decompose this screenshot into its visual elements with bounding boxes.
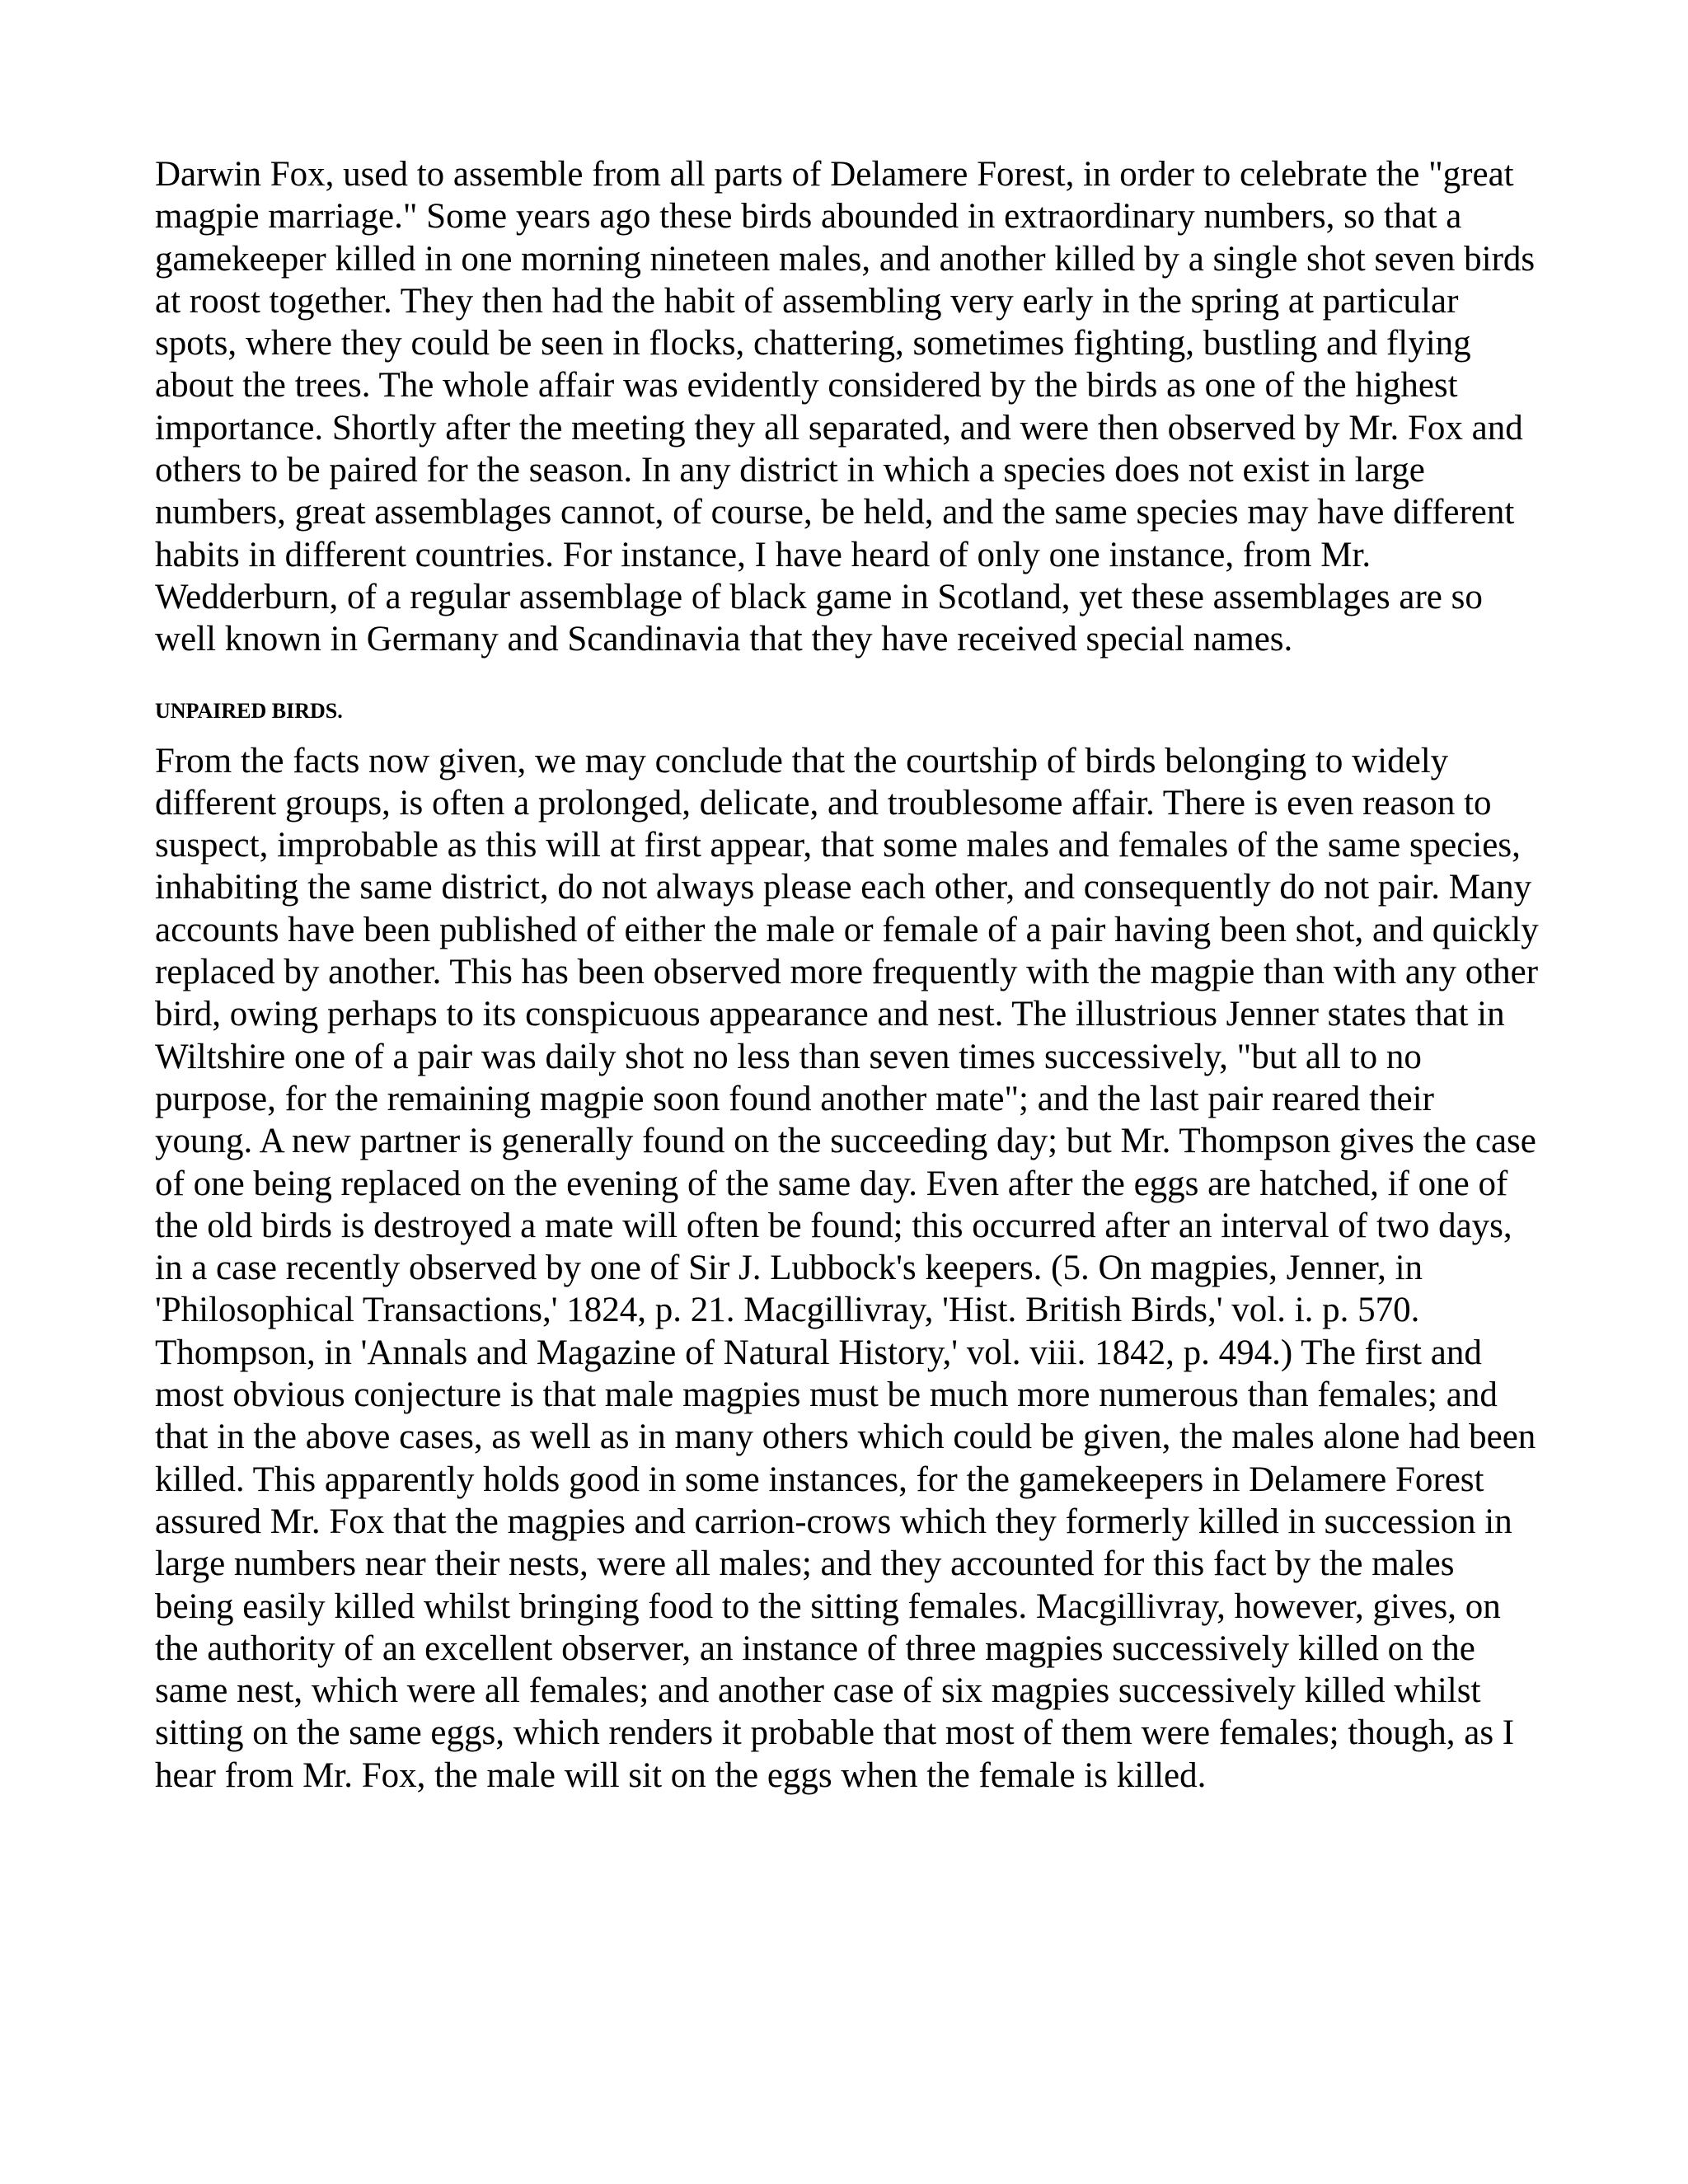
body-paragraph-2: From the facts now given, we may conclude that the courtship of birds belonging to widely different groups, is often a prolonged, delicate, and troublesome affair. There is even reason to suspect, improbable as this will at first appear, that some males and females of the same species, inhabiting the same district, do not always please each other, and consequently do not pair. Many accounts have been published of either the male or female of a pair having been shot, and quickly replaced by another. This has been observed more frequently with the magpie than with any other bird, owing perhaps to its conspicuous appearance and nest. The illustrious Jenner states that in Wiltshire one of a pair was daily shot no less than seven times successively, "but all to no purpose, for the remaining magpie soon found another mate"; and the last pair reared their young. A new partner is generally found on the succeeding day; but Mr. Thompson gives the case of one being replaced on the evening of the same day. Even after the eggs are hatched, if one of the old birds is destroyed a mate will often be found; this occurred after an interval of two days, in a case recently observed by one of Sir J. Lubbock's keepers. (5. On magpies, Jenner, in 'Philosophical Transactions,' 1824, p. 21. Macgillivray, 'Hist. British Birds,' vol. i. p. 570. Thompson, in 'Annals and Magazine of Natural History,' vol. viii. 1842, p. 494.) The first and most obvious conjecture is that male magpies must be much more numerous than females; and that in the above cases, as well as in many others which could be given, the males alone had been killed. This apparently holds good in some instances, for the gamekeepers in Delamere Forest assured Mr. Fox that the magpies and carrion-crows which they formerly killed in succession in large numbers near their nests, were all males; and they accounted for this fact by the males being easily killed whilst bringing food to the sitting females. Macgillivray, however, gives, on the authority of an excellent observer, an instance of three magpies successively killed on the same nest, which were all females; and another case of six magpies successively killed whilst sitting on the same eggs, which renders it probable that most of them were females; though, as I hear from Mr. Fox, the male will sit on the eggs when the female is killed. [155,741,1539,1795]
section-heading: UNPAIRED BIRDS. [155,698,343,723]
body-paragraph-1: Darwin Fox, used to assemble from all parts of Delamere Forest, in order to celebrate the "great magpie marriage." Some years ago these birds abounded in extraordinary numbers, so that a gamekeeper killed in one morning nineteen males, and another killed by a single shot seven birds at roost together. They then had the habit of assembling very early in the spring at particular spots, where they could be seen in flocks, chattering, sometimes fighting, bustling and flying about the trees. The whole affair was evidently considered by the birds as one of the highest importance. Shortly after the meeting they all separated, and were then observed by Mr. Fox and others to be paired for the season. In any district in which a species does not exist in large numbers, great assemblages cannot, of course, be held, and the same species may have different habits in different countries. For instance, I have heard of only one instance, from Mr. Wedderburn, of a regular assemblage of black game in Scotland, yet these assemblages are so well known in Germany and Scandinavia that they have received special names. [155,155,1536,659]
document-page [155,153,1540,1797]
